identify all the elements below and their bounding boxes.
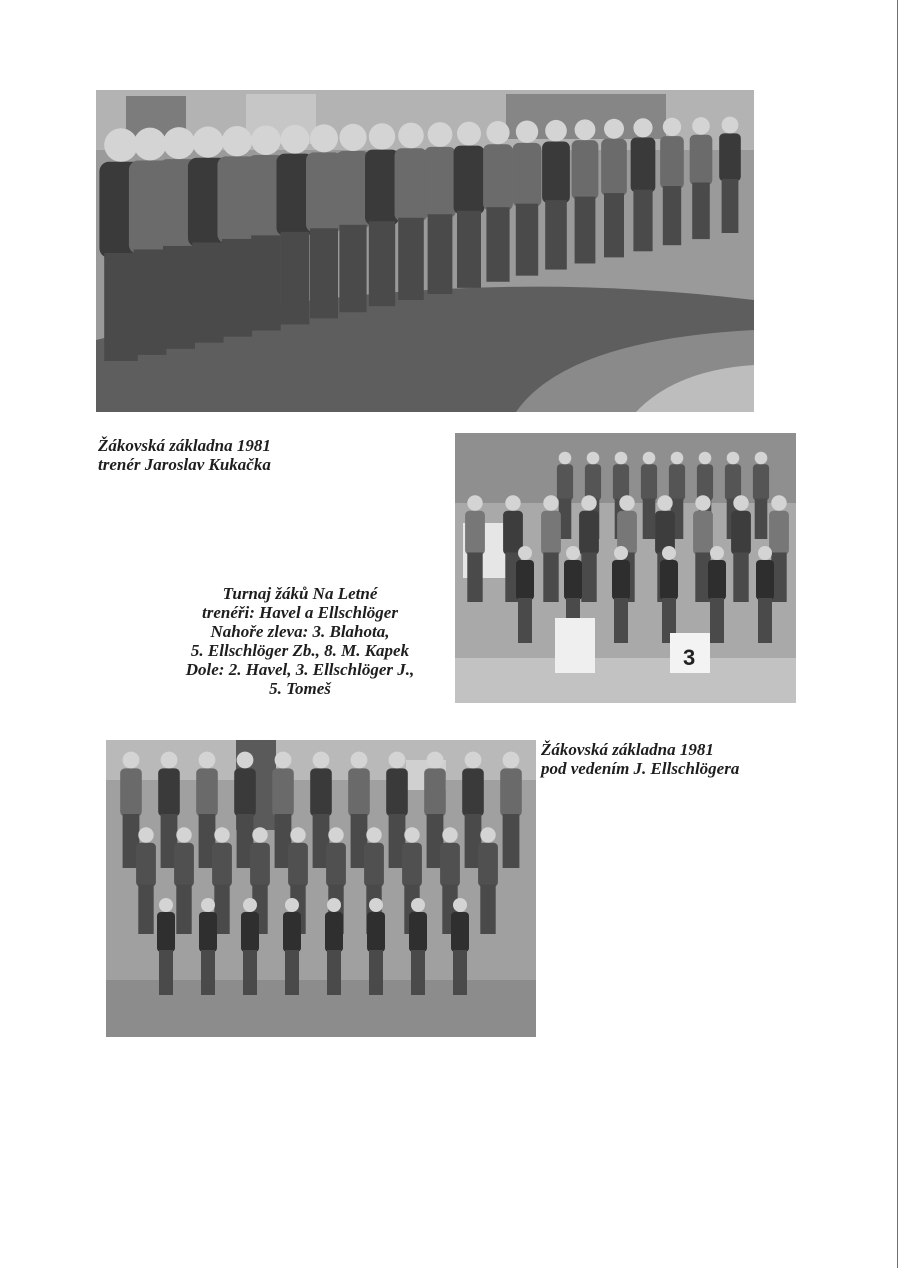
caption-line: 5. Tomeš — [269, 679, 331, 698]
caption-line: Žákovská základna 1981 — [98, 436, 271, 455]
caption-line: trenéři: Havel a Ellschlöger — [202, 603, 398, 622]
caption-line: pod vedením J. Ellschlögera — [541, 759, 740, 778]
caption-line: trenér Jaroslav Kukačka — [98, 455, 271, 474]
team-lineup-photo — [96, 90, 754, 412]
caption-line: Nahoře zleva: 3. Blahota, — [210, 622, 390, 641]
caption-line: Turnaj žáků Na Letné — [222, 584, 378, 603]
caption-first — [98, 436, 418, 474]
caption-line: 5. Ellschlöger Zb., 8. M. Kapek — [190, 641, 410, 660]
caption-third — [541, 740, 841, 778]
youth-group-photo — [106, 740, 536, 1037]
podium-number: 3 — [683, 645, 696, 670]
page-edge — [897, 0, 898, 1268]
caption-line: Dole: 2. Havel, 3. Ellschlöger J., — [185, 660, 415, 679]
caption-second — [150, 584, 450, 698]
tournament-group-photo — [455, 433, 796, 703]
caption-line: Žákovská základna 1981 — [541, 740, 714, 759]
